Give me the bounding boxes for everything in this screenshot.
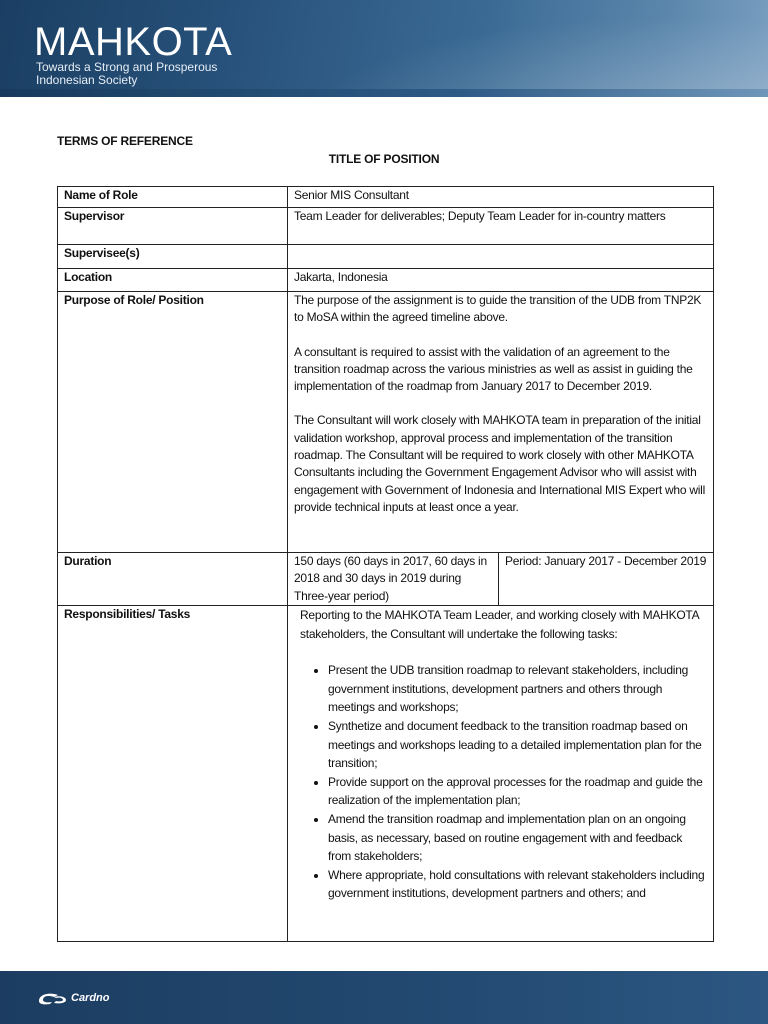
banner-bottom-strip xyxy=(0,89,768,97)
row-value xyxy=(288,553,714,606)
duration-split xyxy=(288,553,713,605)
cardno-logo xyxy=(36,988,110,1008)
footer-brand: Cardno xyxy=(71,992,110,1004)
row-value xyxy=(288,292,714,553)
header-banner xyxy=(0,0,768,97)
list-item: • Present the UDB transition roadmap to relevant stakeholders, including government institutions, development partners and others through meetings and workshops; xyxy=(328,661,707,717)
responsibilities-intro: Reporting to the MAHKOTA Team Leader, and working closely with MAHKOTA stakeholders, the Consultant will undertake the following tasks: xyxy=(300,608,699,641)
period-value: Period: January 2017 - December 2019 xyxy=(505,554,707,568)
mahkota-logo: MAHKOTA xyxy=(34,20,233,64)
logo-tagline: Towards a Strong and Prosperous Indonesian Society xyxy=(36,60,218,87)
row-label: Supervisor xyxy=(58,208,288,245)
row-value xyxy=(288,245,714,269)
table-row xyxy=(58,292,714,553)
table-row xyxy=(58,187,714,208)
row-value xyxy=(288,606,714,942)
purpose-paragraph: The purpose of the assignment is to guide the transition of the UDB from TNP2K to MoSA within the agreed timeline above. xyxy=(294,293,702,325)
table-row xyxy=(58,208,714,245)
list-item: • Where appropriate, hold consultations with relevant stakeholders including government institutions, development partners and others; and xyxy=(328,866,707,903)
purpose-paragraph: A consultant is required to assist with the validation of an agreement to the transition roadmap across the various ministries as well as assist in guiding the implementation of the roadmap from January 2017 to December 2019. xyxy=(294,344,693,394)
banner-sheen xyxy=(250,0,768,97)
purpose-paragraph: The Consultant will work closely with MAHKOTA team in preparation of the initial validation workshop, approval process and implementation of the transition roadmap. The Consultant will be required to work closely with other MAHKOTA Consultants including the Government Engagement Advisor who will assist with engagement with Government of Indonesia and International MIS Expert who will provide technical inputs at least once a year. xyxy=(294,413,705,514)
document-heading: TERMS OF REFERENCE xyxy=(57,134,193,148)
list-item: • Synthetize and document feedback to the transition roadmap based on meetings and workshops leading to a detailed implementation plan for the transition; xyxy=(328,717,707,773)
row-label: Location xyxy=(58,269,288,292)
table-row xyxy=(58,245,714,269)
list-item: • Provide support on the approval processes for the roadmap and guide the realization of the implementation plan; xyxy=(328,773,707,810)
footer-bar xyxy=(0,971,768,1024)
document-subheading: TITLE OF POSITION xyxy=(328,152,440,166)
terms-of-reference-table xyxy=(57,186,714,942)
table-row xyxy=(58,553,714,606)
row-label: Purpose of Role/ Position xyxy=(58,292,288,553)
duration-value: 150 days (60 days in 2017, 60 days in 2018 and 30 days in 2019 during Three-year period) xyxy=(288,553,499,605)
table-row xyxy=(58,606,714,942)
list-item: • Amend the transition roadmap and implementation plan on an ongoing basis, as necessary, based on routine engagement with and feedback from stakeholders; xyxy=(328,810,707,866)
row-label: Supervisee(s) xyxy=(58,245,288,269)
row-label: Responsibilities/ Tasks xyxy=(58,606,288,942)
row-label: Duration xyxy=(58,553,288,606)
row-value: Senior MIS Consultant xyxy=(288,187,714,208)
task-list xyxy=(294,661,707,903)
row-label: Name of Role xyxy=(58,187,288,208)
row-value: Team Leader for deliverables; Deputy Team Leader for in-country matters xyxy=(288,208,714,245)
row-value: Jakarta, Indonesia xyxy=(288,269,714,292)
table-row xyxy=(58,269,714,292)
cardno-swoosh-icon xyxy=(36,991,68,1005)
